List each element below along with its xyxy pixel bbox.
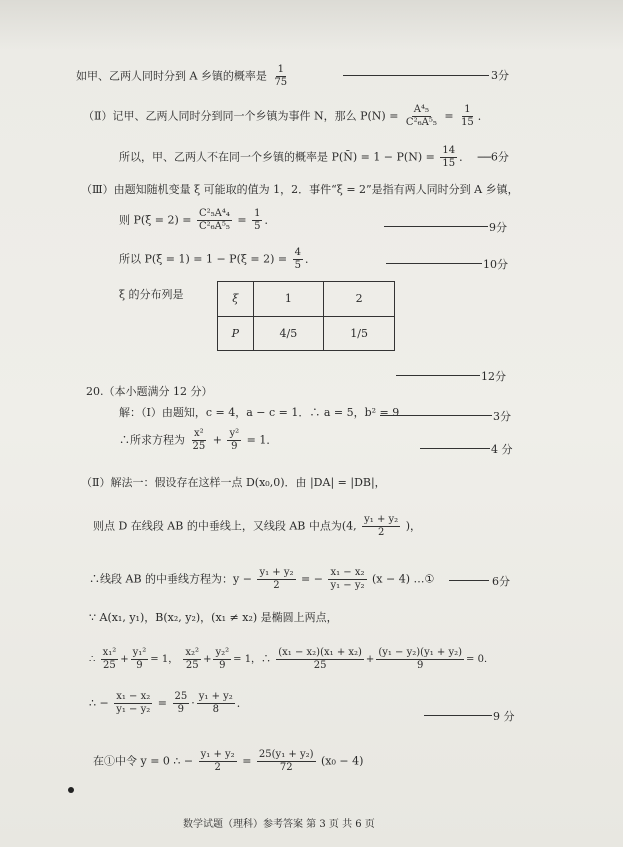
score-leader: [420, 448, 490, 449]
text-line-2: （Ⅱ）记甲、乙两人同时分到同一个乡镇为事件 N，那么 P(N) = $\frac{\text{A⁴₅}}{\text{C²₆A⁵₅}}$ = $\frac{1}{15}$ ．: [83, 104, 489, 128]
text-line-11: ∴所求方程为 $\frac{\text{x²}}{25}$ + $\frac{\text{y²}}{9}$ = 1．: [119, 428, 278, 452]
text-line-3: 所以，甲、乙两人不在同一个乡镇的概率是 P(N̄) = 1 − P(N) = $\frac{14}{15}$ ． ──6分: [119, 145, 509, 169]
score-label: 10分: [483, 258, 508, 271]
table-cell: 1/5: [324, 316, 395, 351]
text-line-7: ξ 的分布列是: [119, 288, 184, 301]
fraction: $\frac{1}{75}$: [274, 64, 288, 88]
score-leader: [384, 226, 488, 227]
distribution-table: [217, 281, 395, 351]
text-line-5: 则 P(ξ = 2) = $\frac{\text{C²₅A⁴₄}}{\text{C²₆A⁵₅}}$ = $\frac{1}{5}$ ．: [119, 208, 276, 232]
question-heading: 20.（本小题满分 12 分）: [86, 385, 213, 398]
table-cell: 1: [253, 282, 324, 317]
score-label: 3分: [493, 410, 511, 423]
score-leader: [424, 715, 492, 716]
table-cell: 4/5: [253, 316, 324, 351]
text-line-15: ∵ A(x₁, y₁)，B(x₂, y₂)，(x₁ ≠ x₂) 是椭圆上两点，: [89, 611, 338, 624]
text-line-13: 则点 D 在线段 AB 的中垂线上，又线段 AB 中点为(4, $\frac{\text{y₁ + y₂}}{2}$ )，: [93, 514, 421, 538]
text-line-4: （Ⅲ）由题知随机变量 ξ 可能取的值为 1，2．事件“ξ = 2”是指有两人同时分到 A 乡镇，: [81, 183, 519, 196]
table-cell: 2: [324, 282, 395, 317]
score-leader: [386, 263, 482, 264]
table-cell: ξ: [218, 282, 254, 317]
score-label: 9 分: [493, 710, 515, 723]
score-label: 12分: [481, 370, 506, 383]
score-label: 4 分: [491, 443, 513, 456]
text-line-1: 如甲、乙两人同时分到 A 乡镇的概率是 $\frac{1}{75}$: [76, 64, 288, 88]
score-leader: [449, 580, 489, 581]
text-line-14: ∴线段 AB 的中垂线方程为：y − $\frac{\text{y₁ + y₂}}{2}$ = − $\frac{\text{x₁ − x₂}}{\text{y₁ − y₂}}$ (x − 4) …①: [89, 567, 435, 591]
text-line-16: ∴ $\frac{\text{x₁²}}{25}$ + $\frac{\text{y₁²}}{9}$ = 1， $\frac{\text{x₂²}}{25}$ + $\frac{\text{y₂²}}{9}$ = 1，∴ $\frac{\text{(x₁ − x₂)(x₁ + x₂)}}{25}$ + $\frac{\text{(y₁ − y₂)(y₁ + y₂)}}{9}$ = 0．: [89, 647, 494, 671]
score-label: 3分: [491, 69, 509, 82]
score-label: 6分: [492, 575, 510, 588]
score-label: 9分: [489, 221, 507, 234]
table-cell: P: [218, 316, 254, 351]
table-row: [218, 316, 395, 351]
text-line-12: （Ⅱ）解法一：假设存在这样一点 D(x₀,0)．由 |DA| = |DB|，: [81, 476, 386, 489]
text-line-18: 在①中令 y = 0 ∴ − $\frac{\text{y₁ + y₂}}{2}$ = $\frac{\text{25(y₁ + y₂)}}{72}$ (x₀ − 4): [93, 749, 364, 773]
table-row: [218, 282, 395, 317]
text-line-10: 解：（Ⅰ）由题知，c = 4，a − c = 1．∴ a = 5，b² = 9: [119, 406, 400, 419]
text-line-17: ∴ − $\frac{\text{x₁ − x₂}}{\text{y₁ − y₂}}$ = $\frac{25}{9}$ · $\frac{\text{y₁ + y₂}}{8}$ ．: [89, 691, 248, 715]
score-label: 6分: [490, 150, 509, 164]
score-leader: [380, 415, 492, 416]
score-leader: [343, 75, 489, 76]
ink-dot: [68, 787, 74, 793]
page-footer: 数学试题（理科）参考答案 第 3 页 共 6 页: [183, 819, 375, 830]
text-line-6: 所以 P(ξ = 1) = 1 − P(ξ = 2) = $\frac{4}{5}$ ．: [119, 247, 317, 271]
score-leader: [396, 375, 480, 376]
